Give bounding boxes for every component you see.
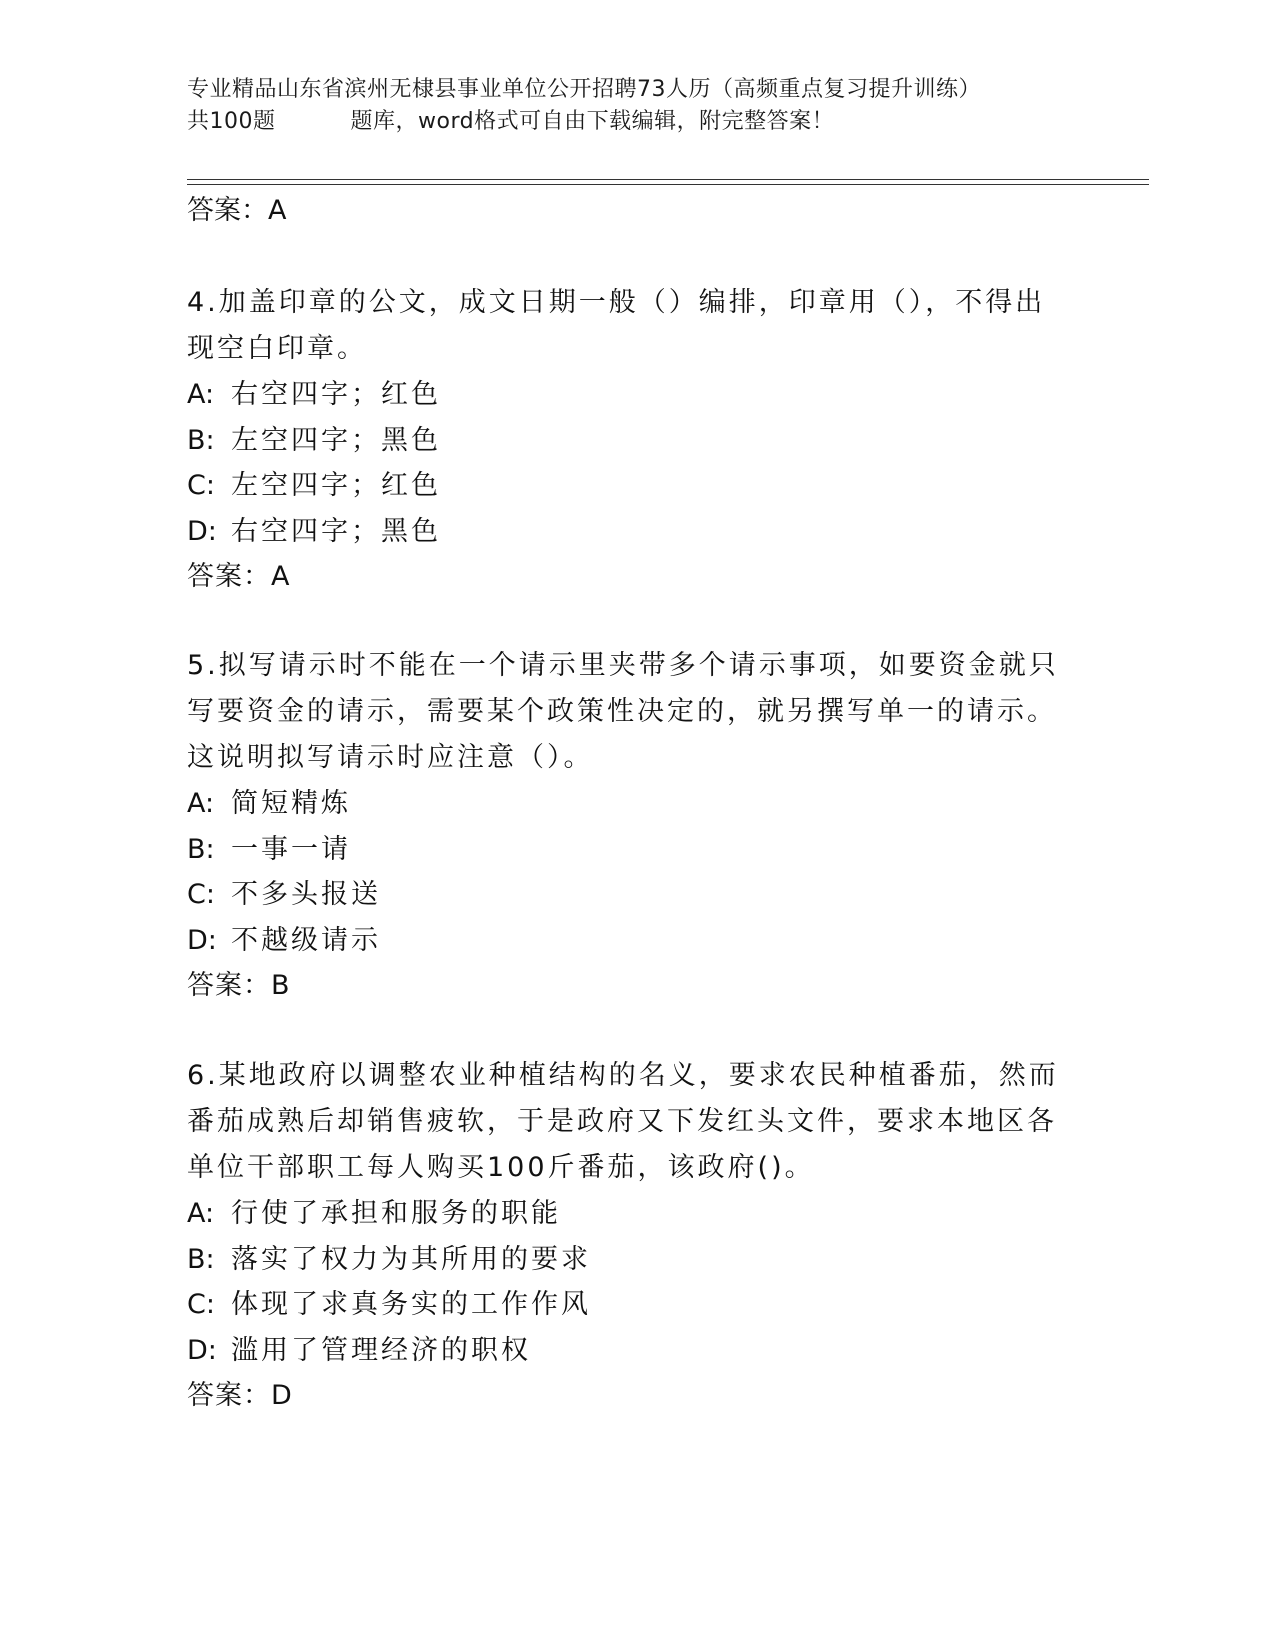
question-item — [187, 280, 1067, 599]
option-d — [187, 918, 1067, 964]
option-text: 一事一请 — [231, 833, 351, 865]
option-text: 行使了承担和服务的职能 — [231, 1198, 561, 1229]
option-b — [187, 1237, 1067, 1283]
previous-question-answer: 答案：A — [187, 195, 287, 226]
question-item — [187, 1053, 1067, 1418]
option-letter: C: — [187, 470, 215, 501]
option-d — [187, 1328, 1067, 1374]
option-a — [187, 781, 1067, 827]
header-subtitle-line — [187, 106, 1147, 138]
option-c — [187, 1282, 1067, 1328]
option-b — [187, 418, 1067, 464]
option-text: 落实了权力为其所用的要求 — [231, 1243, 591, 1275]
option-letter: B: — [187, 1243, 215, 1275]
option-a — [187, 1191, 1067, 1237]
header-divider-bottom — [187, 184, 1149, 185]
option-letter: C: — [187, 879, 215, 910]
option-letter: A: — [187, 1198, 215, 1229]
option-letter: B: — [187, 424, 215, 456]
option-text: 左空四字；黑色 — [231, 424, 441, 456]
question-answer: 答案：D — [187, 1380, 293, 1411]
option-text: 体现了求真务实的工作作风 — [231, 1289, 591, 1320]
header-divider-top — [187, 179, 1149, 180]
option-letter: A: — [187, 788, 215, 819]
header-description: 题库，word格式可自由下载编辑，附完整答案！ — [350, 109, 835, 134]
option-text: 简短精炼 — [231, 788, 351, 819]
option-b — [187, 827, 1067, 873]
option-d — [187, 509, 1067, 555]
option-letter: D: — [187, 1334, 217, 1366]
option-letter: B: — [187, 833, 215, 865]
question-stem: 6.某地政府以调整农业种植结构的名义，要求农民种植番茄，然而番茄成熟后却销售疲软，于是政府又下发红头文件，要求本地区各单位干部职工每人购买100斤番茄，该政府()。 — [187, 1060, 1059, 1183]
option-letter: A: — [187, 379, 215, 410]
question-stem: 4.加盖印章的公文，成文日期一般（）编排，印章用（），不得出现空白印章。 — [187, 287, 1046, 364]
option-c — [187, 872, 1067, 918]
header-question-count: 共100题 — [187, 109, 276, 134]
document-header — [187, 74, 1147, 138]
option-text: 右空四字；黑色 — [231, 515, 441, 547]
option-text: 不越级请示 — [231, 924, 381, 956]
option-text: 滥用了管理经济的职权 — [231, 1334, 531, 1366]
header-title-line: 专业精品山东省滨州无棣县事业单位公开招聘73人历（高频重点复习提升训练） — [187, 77, 981, 102]
option-letter: D: — [187, 515, 217, 547]
option-text: 右空四字；红色 — [231, 379, 441, 410]
question-item — [187, 643, 1067, 1008]
option-letter: C: — [187, 1289, 215, 1320]
option-c — [187, 463, 1067, 509]
option-letter: D: — [187, 924, 217, 956]
option-a — [187, 372, 1067, 418]
question-answer: 答案：A — [187, 561, 291, 592]
option-text: 不多头报送 — [231, 879, 381, 910]
option-text: 左空四字；红色 — [231, 470, 441, 501]
question-answer: 答案：B — [187, 970, 291, 1001]
question-stem: 5.拟写请示时不能在一个请示里夹带多个请示事项，如要资金就只写要资金的请示，需要某个政策性决定的，就另撰写单一的请示。这说明拟写请示时应注意（）。 — [187, 650, 1059, 773]
